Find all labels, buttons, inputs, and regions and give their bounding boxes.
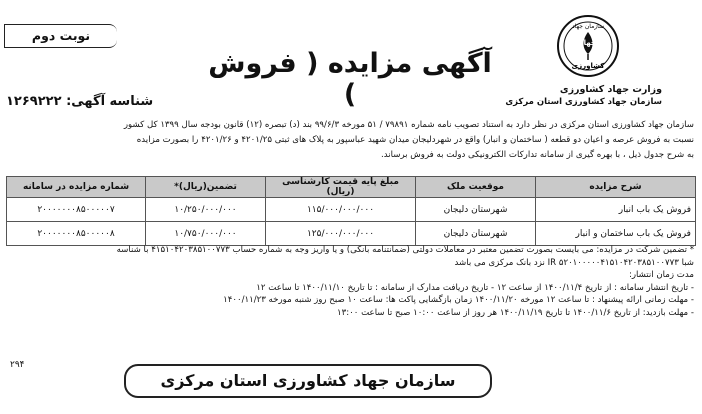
page-title: آگهی مزایده ( فروش ): [208, 48, 492, 110]
intro-line: سازمان جهاد کشاورزی استان مرکزی در نظر دارد به استناد تصویب نامه شماره ۷۹۸۹۱ / ۵۱ مورخه ۹۹/۶/۳ بند (د) تبصره (۱۲) قانون بودجه سال ۱۳۹۹ کل کشور: [123, 120, 694, 130]
cell-auction-number: ۲۰۰۰۰۰۰۰۸۵۰۰۰۰۰۷: [7, 198, 146, 222]
table-row: [7, 222, 696, 246]
note-line: شبا IR ۵۲۰۱۰۰۰۰۰۴۱۵۱۰۴۲۰۳۸۵۱۰۰۷۷۳ نزد بانک مرکزی می باشد: [454, 257, 694, 268]
table-header-row: [7, 177, 696, 198]
intro-line: نسبت به فروش عرصه و اعیان دو قطعه ( ساختمان و انبار) واقع در شهردلیجان میدان شهید عباسپور به پلاک های ثبتی ۴۲۰۱/۲۵ و ۴۲۰۱/۲۶ را بصورت مزایده: [136, 135, 694, 145]
cell-base-price: ۱۲۵/۰۰۰/۰۰۰/۰۰۰: [266, 222, 416, 246]
table-row: [7, 198, 696, 222]
cell-guarantee: ۱۰/۲۵۰/۰۰۰/۰۰۰: [146, 198, 266, 222]
cell-guarantee: ۱۰/۷۵۰/۰۰۰/۰۰۰: [146, 222, 266, 246]
ministry-name: وزارت جهاد کشاورزی: [559, 84, 662, 95]
note-line: - مهلت بازدید: از تاریخ ۱۴۰۰/۱۱/۶ تا تاریخ ۱۴۰۰/۱۱/۱۹ هر روز از ساعت ۱۰:۰۰ صبح تا ساعت ۱۳:۰۰: [337, 307, 694, 318]
col-header-auction-number: شماره مزایده در سامانه: [7, 177, 146, 198]
note-line: - مهلت زمانی ارائه پیشنهاد : تا ساعت ۱۲ مورخه ۱۴۰۰/۱۱/۲۰ زمان بازگشایی پاکت ها: ساعت ۱۰ صبح روز شنبه مورخه ۱۴۰۰/۱۱/۲۳: [223, 295, 694, 306]
col-header-description: شرح مزایده: [536, 177, 696, 198]
notes-section: [8, 244, 694, 320]
footer-org-name: سازمان جهاد کشاورزی استان مرکزی: [124, 364, 492, 398]
auction-table: [6, 176, 696, 246]
ministry-logo-icon: [556, 14, 620, 78]
logo-word-bottom: کشاورزی: [571, 62, 605, 70]
cell-location: شهرستان دلیجان: [416, 198, 536, 222]
col-header-base-price: مبلغ پایه قیمت کارشناسی (ریال): [266, 177, 416, 198]
intro-line: به شرح جدول ذیل ، با بهره گیری از سامانه تدارکات الکترونیکی دولت به فروش برساند.: [380, 150, 694, 160]
logo-word-top: جهاد: [580, 39, 596, 47]
note-line: مدت زمان انتشار:: [628, 270, 694, 281]
cell-description: فروش یک باب انبار: [536, 198, 696, 222]
publication-round-badge: نوبت دوم: [4, 24, 117, 48]
organization-name: سازمان جهاد کشاورزی استان مرکزی: [505, 97, 662, 107]
intro-paragraph: [8, 118, 694, 163]
cell-auction-number: ۲۰۰۰۰۰۰۰۸۵۰۰۰۰۰۸: [7, 222, 146, 246]
col-header-location: موقعیت ملک: [416, 177, 536, 198]
cell-location: شهرستان دلیجان: [416, 222, 536, 246]
col-header-guarantee: تضمین(ریال)*: [146, 177, 266, 198]
ad-id: شناسه آگهی: ۱۲۶۹۲۲۲: [6, 94, 154, 109]
cell-base-price: ۱۱۵/۰۰۰/۰۰۰/۰۰۰: [266, 198, 416, 222]
ad-code-number: ۲۹۴: [10, 360, 25, 370]
cell-description: فروش یک باب ساختمان و انبار: [536, 222, 696, 246]
logo-ring-text: سازمان جهاد: [571, 23, 605, 30]
note-line: - تاریخ انتشار سامانه : از تاریخ ۱۴۰۰/۱۱/۴ از ساعت ۱۲ - تاریخ دریافت مدارک از سامانه : تا تاریخ ۱۴۰۰/۱۱/۱۰ تا ساعت ۱۲: [256, 282, 694, 293]
note-line: * تضمین شرکت در مزایده: می بایست بصورت تضمین معتبر در معاملات دولتی (ضمانتنامه بانکی) و یا واریز وجه به شماره حساب ۴۱۵۱۰۴۲۰۳۸۵۱۰۰۷۷۳ با شناسه: [116, 245, 694, 255]
